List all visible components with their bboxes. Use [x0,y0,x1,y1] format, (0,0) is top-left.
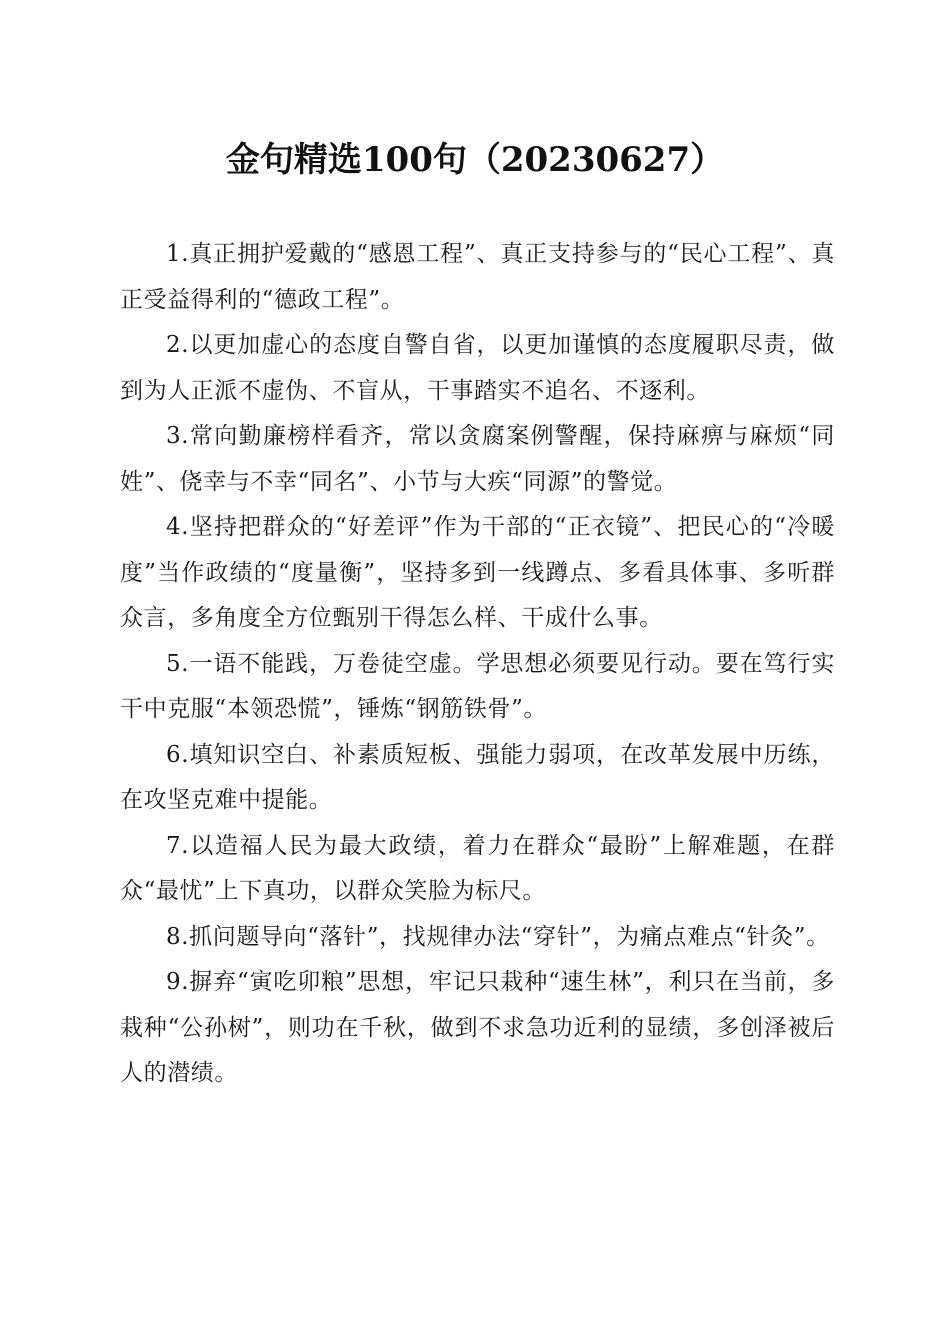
paragraph-2: 2.以更加虚心的态度自警自省，以更加谨慎的态度履职尽责，做到为人正派不虚伪、不盲从，干事踏实不追名、不逐利。 [120,332,835,404]
paragraph-5: 5.一语不能践，万卷徒空虚。学思想必须要见行动。要在笃行实干中克服“本领恐慌”，锤炼“钢筋铁骨”。 [120,650,835,722]
paragraph-3: 3.常向勤廉榜样看齐，常以贪腐案例警醒，保持麻痹与麻烦“同姓”、侥幸与不幸“同名”、小节与大疾“同源”的警觉。 [120,423,835,495]
paragraph-1: 1.真正拥护爱戴的“感恩工程”、真正支持参与的“民心工程”、真正受益得利的“德政工程”。 [120,241,835,313]
paragraph-8: 8.抓问题导向“落针”，找规律办法“穿针”，为痛点难点“针灸”。 [166,923,830,950]
paragraph-7: 7.以造福人民为最大政绩，着力在群众“最盼”上解难题，在群众“最忧”上下真功，以群众笑脸为标尺。 [120,832,835,904]
paragraph-4: 4.坚持把群众的“好差评”作为干部的“正衣镜”、把民心的“冷暖度”当作政绩的“度量衡”，坚持多到一线蹲点、多看具体事、多听群众言，多角度全方位甄别干得怎么样、干成什么事。 [120,514,835,631]
paragraph-9: 9.摒弃“寅吃卯粮”思想，牢记只栽种“速生林”，利只在当前，多栽种“公孙树”，则功在千秋，做到不求急功近利的显绩，多创泽被后人的潜绩。 [120,969,835,1086]
paragraph-6: 6.填知识空白、补素质短板、强能力弱项，在改革发展中历练，在攻坚克难中提能。 [120,741,835,813]
document-title: 金句精选100句（20230627） [225,140,725,180]
document-body [120,232,835,1097]
